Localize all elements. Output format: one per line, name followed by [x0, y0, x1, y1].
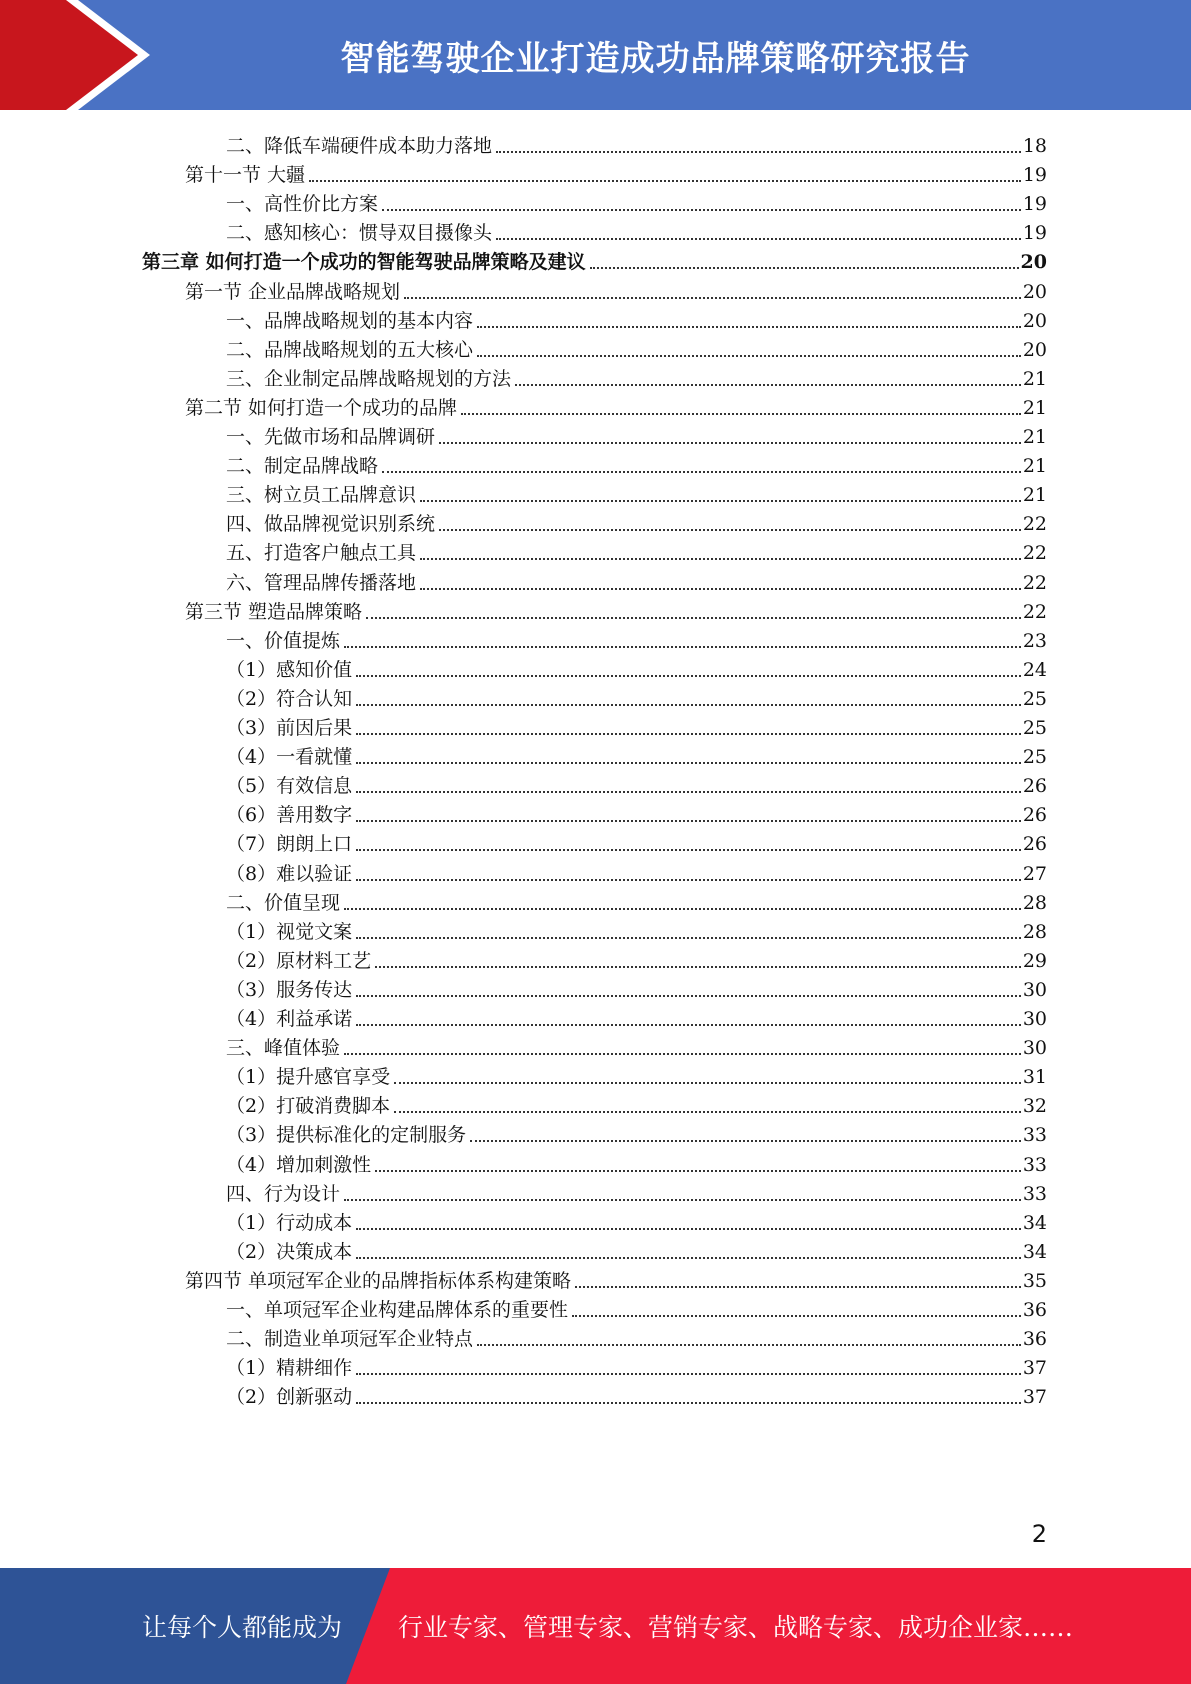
toc-entry-label: 三、峰值体验 [226, 1037, 341, 1060]
toc-entry[interactable] [226, 477, 1047, 508]
toc-entry[interactable] [226, 535, 1047, 566]
toc-dot-leader [515, 384, 1021, 386]
toc-entry-label: 二、品牌战略规划的五大核心 [226, 338, 474, 361]
toc-dot-leader [356, 995, 1021, 997]
toc-entry-page: 36 [1022, 1299, 1047, 1321]
toc-entry-page: 22 [1022, 571, 1047, 594]
toc-entry-page: 21 [1022, 396, 1047, 419]
toc-entry[interactable] [226, 565, 1047, 596]
page-header [0, 0, 1191, 110]
toc-entry[interactable] [226, 1205, 1047, 1236]
toc-entry-label: 一、品牌战略规划的基本内容 [226, 309, 474, 332]
toc-dot-leader [420, 588, 1021, 590]
toc-entry-page: 31 [1022, 1066, 1047, 1089]
toc-entry-label: 三、树立员工品牌意识 [226, 484, 417, 507]
toc-entry-label: 六、管理品牌传播落地 [226, 571, 417, 594]
toc-dot-leader [356, 791, 1021, 793]
toc-entry-label: （1）行动成本 [226, 1211, 353, 1234]
toc-entry-label: 一、单项冠军企业构建品牌体系的重要性 [226, 1299, 569, 1321]
toc-entry-label: （2）打破消费脚本 [226, 1095, 391, 1118]
toc-entry[interactable] [226, 1292, 1047, 1323]
toc-entry-page: 26 [1022, 833, 1047, 856]
toc-entry-page: 29 [1022, 949, 1047, 972]
footer-slogan-left: 让每个人都能成为 [142, 1613, 343, 1642]
toc-entry-label: 第一节 企业品牌战略规划 [185, 280, 401, 303]
toc-entry[interactable] [226, 1001, 1047, 1032]
toc-dot-leader [356, 937, 1021, 939]
report-title: 智能驾驶企业打造成功品牌策略研究报告 [340, 38, 971, 79]
toc-entry-page: 25 [1022, 687, 1047, 710]
toc-dot-leader [356, 1024, 1021, 1026]
toc-entry[interactable] [226, 1379, 1047, 1410]
toc-entry-page: 34 [1022, 1211, 1047, 1234]
toc-dot-leader [356, 820, 1021, 822]
toc-entry[interactable] [226, 623, 1047, 654]
toc-dot-leader [575, 1286, 1021, 1288]
toc-entry-page: 18 [1022, 135, 1047, 157]
toc-entry-page: 30 [1022, 1037, 1047, 1060]
toc-entry-page: 23 [1022, 629, 1047, 652]
toc-entry[interactable] [226, 419, 1047, 450]
toc-entry[interactable] [226, 826, 1047, 857]
toc-entry-label: （5）有效信息 [226, 775, 353, 798]
toc-entry[interactable] [226, 186, 1047, 217]
toc-entry-label: 四、行为设计 [226, 1182, 341, 1205]
toc-entry[interactable] [226, 710, 1047, 741]
toc-dot-leader [356, 1373, 1021, 1375]
toc-dot-leader [356, 1257, 1021, 1259]
toc-entry-label: （1）感知价值 [226, 658, 353, 681]
toc-entry-page: 20 [1022, 280, 1047, 303]
toc-entry-label: （6）善用数字 [226, 804, 353, 827]
toc-entry-page: 22 [1022, 542, 1047, 565]
toc-dot-leader [477, 326, 1021, 328]
toc-dot-leader [375, 1170, 1021, 1172]
toc-entry-label: 三、企业制定品牌战略规划的方法 [226, 367, 512, 390]
toc-entry-label: 第十一节 大疆 [185, 164, 306, 187]
toc-entry-page: 26 [1022, 775, 1047, 798]
toc-dot-leader [382, 209, 1021, 211]
toc-entry[interactable] [226, 1030, 1047, 1061]
toc-entry-page: 33 [1022, 1124, 1047, 1147]
toc-entry-page: 19 [1022, 222, 1047, 245]
toc-entry-page: 28 [1022, 891, 1047, 914]
toc-entry-page: 20 [1022, 309, 1047, 332]
toc-entry-label: （3）服务传达 [226, 978, 353, 1001]
toc-entry-page: 30 [1022, 978, 1047, 1001]
toc-dot-leader [420, 500, 1021, 502]
toc-entry-label: 二、价值呈现 [226, 891, 341, 914]
toc-entry[interactable] [226, 128, 1047, 159]
toc-dot-leader [382, 471, 1021, 473]
toc-dot-leader [309, 180, 1021, 182]
toc-entry-page: 27 [1022, 862, 1047, 885]
toc-entry-label: （7）朗朗上口 [226, 833, 353, 856]
toc-entry[interactable] [226, 448, 1047, 479]
toc-dot-leader [356, 733, 1021, 735]
toc-entry[interactable] [226, 856, 1047, 887]
toc-entry-page: 33 [1022, 1153, 1047, 1176]
toc-entry-page: 24 [1022, 658, 1047, 681]
toc-entry[interactable] [226, 885, 1047, 916]
toc-entry-page: 19 [1022, 164, 1047, 187]
toc-entry-label: 二、制造业单项冠军企业特点 [226, 1328, 474, 1351]
toc-dot-leader [420, 558, 1021, 560]
toc-entry-label: （4）一看就懂 [226, 746, 353, 769]
page-footer [0, 1568, 1191, 1684]
toc-entry-label: （8）难以验证 [226, 862, 353, 885]
toc-entry-page: 21 [1022, 455, 1047, 478]
footer-slogan-right: 行业专家、管理专家、营销专家、战略专家、成功企业家…… [398, 1613, 1074, 1642]
toc-entry[interactable] [226, 332, 1047, 363]
toc-entry-page: 37 [1022, 1386, 1047, 1409]
toc-entry[interactable] [226, 1147, 1047, 1178]
toc-dot-leader [394, 1111, 1021, 1113]
toc-dot-leader [394, 1082, 1021, 1084]
toc-entry[interactable] [226, 1234, 1047, 1265]
toc-entry[interactable] [226, 506, 1047, 537]
toc-entry[interactable] [226, 1176, 1047, 1207]
toc-dot-leader [404, 297, 1021, 299]
toc-dot-leader [356, 1228, 1021, 1230]
toc-entry[interactable] [226, 943, 1047, 974]
toc-dot-leader [477, 1344, 1021, 1346]
toc-entry-label: （3）提供标准化的定制服务 [226, 1124, 467, 1147]
toc-entry[interactable] [185, 594, 1047, 625]
toc-entry-page: 32 [1022, 1095, 1047, 1118]
toc-entry[interactable] [226, 361, 1047, 392]
page-number: 2 [1031, 1520, 1047, 1548]
toc-dot-leader [366, 617, 1021, 619]
toc-entry[interactable] [185, 1263, 1047, 1294]
toc-dot-leader [439, 529, 1021, 531]
toc-entry-page: 21 [1022, 484, 1047, 507]
toc-entry-label: （2）符合认知 [226, 687, 353, 710]
toc-entry-label: 第四节 单项冠军企业的品牌指标体系构建策略 [185, 1269, 572, 1292]
toc-entry[interactable] [185, 390, 1047, 421]
toc-entry-page: 22 [1022, 600, 1047, 623]
toc-dot-leader [344, 646, 1021, 648]
toc-dot-leader [572, 1315, 1021, 1317]
toc-entry-page: 19 [1022, 193, 1047, 216]
toc-entry-page: 33 [1022, 1182, 1047, 1205]
toc-entry-label: （4）利益承诺 [226, 1008, 353, 1030]
toc-dot-leader [496, 151, 1021, 153]
toc-dot-leader [356, 704, 1021, 706]
toc-dot-leader [477, 355, 1021, 357]
header-chevron-icon [0, 0, 140, 110]
toc-entry[interactable] [185, 274, 1047, 305]
toc-entry-page: 35 [1022, 1269, 1047, 1292]
toc-entry-label: （1）视觉文案 [226, 920, 353, 943]
toc-entry-label: （1）精耕细作 [226, 1357, 353, 1380]
toc-entry-page: 37 [1022, 1357, 1047, 1380]
toc-entry-page: 25 [1022, 746, 1047, 769]
toc-entry-label: 一、价值提炼 [226, 629, 341, 652]
toc-entry-label: 一、高性价比方案 [226, 193, 379, 216]
toc-dot-leader [356, 762, 1021, 764]
toc-dot-leader [356, 1402, 1021, 1404]
toc-dot-leader [356, 675, 1021, 677]
toc-entry[interactable] [226, 1350, 1047, 1381]
toc-entry[interactable] [226, 972, 1047, 1003]
toc-entry-label: 第三节 塑造品牌策略 [185, 600, 363, 623]
toc-entry[interactable] [226, 768, 1047, 799]
toc-entry[interactable] [226, 914, 1047, 945]
toc-entry[interactable] [226, 1088, 1047, 1119]
toc-entry-label: （2）决策成本 [226, 1240, 353, 1263]
toc-dot-leader [344, 1053, 1021, 1055]
toc-entry[interactable] [226, 1321, 1047, 1352]
toc-entry[interactable] [226, 739, 1047, 770]
toc-entry-page: 21 [1022, 367, 1047, 390]
toc-entry-label: （1）提升感官享受 [226, 1066, 391, 1089]
toc-dot-leader [356, 879, 1021, 881]
toc-dot-leader [590, 267, 1019, 269]
toc-entry-label: 二、制定品牌战略 [226, 455, 379, 478]
toc-dot-leader [375, 966, 1021, 968]
toc-entry-label: （2）原材料工艺 [226, 949, 372, 972]
toc-entry-label: 一、先做市场和品牌调研 [226, 426, 436, 448]
toc-dot-leader [461, 413, 1021, 415]
toc-entry[interactable] [226, 215, 1047, 246]
toc-entry[interactable] [226, 652, 1047, 683]
toc-dot-leader [344, 1199, 1021, 1201]
toc-entry[interactable] [226, 797, 1047, 828]
toc-entry-label: 第三章 如何打造一个成功的智能驾驶品牌策略及建议 [142, 251, 586, 274]
toc-entry-page: 25 [1022, 717, 1047, 739]
toc-entry-label: 五、打造客户触点工具 [226, 542, 417, 565]
toc-entry-label: 二、降低车端硬件成本助力落地 [226, 135, 493, 157]
toc-entry-label: 二、感知核心：惯导双目摄像头 [226, 222, 493, 245]
toc-entry[interactable] [226, 1059, 1047, 1090]
toc-dot-leader [356, 849, 1021, 851]
toc-dot-leader [470, 1140, 1021, 1142]
toc-entry[interactable] [226, 303, 1047, 334]
toc-entry-label: （3）前因后果 [226, 717, 353, 739]
toc-entry[interactable] [226, 681, 1047, 712]
toc-entry[interactable] [142, 244, 1047, 275]
toc-entry-page: 20 [1020, 251, 1047, 274]
toc-dot-leader [344, 908, 1021, 910]
toc-entry-page: 20 [1022, 338, 1047, 361]
toc-entry-page: 34 [1022, 1240, 1047, 1263]
toc-entry-page: 28 [1022, 920, 1047, 943]
toc-entry-page: 26 [1022, 804, 1047, 827]
toc-entry-page: 30 [1022, 1008, 1047, 1030]
toc-entry[interactable] [226, 1117, 1047, 1148]
toc-dot-leader [496, 238, 1021, 240]
toc-dot-leader [439, 442, 1021, 444]
toc-entry-page: 22 [1022, 513, 1047, 536]
toc-entry-label: （2）创新驱动 [226, 1386, 353, 1409]
toc-entry-page: 21 [1022, 426, 1047, 448]
toc-entry-label: 第二节 如何打造一个成功的品牌 [185, 396, 458, 419]
toc-entry[interactable] [185, 157, 1047, 188]
toc-entry-page: 36 [1022, 1328, 1047, 1351]
toc-entry-label: （4）增加刺激性 [226, 1153, 372, 1176]
toc-entry-label: 四、做品牌视觉识别系统 [226, 513, 436, 536]
